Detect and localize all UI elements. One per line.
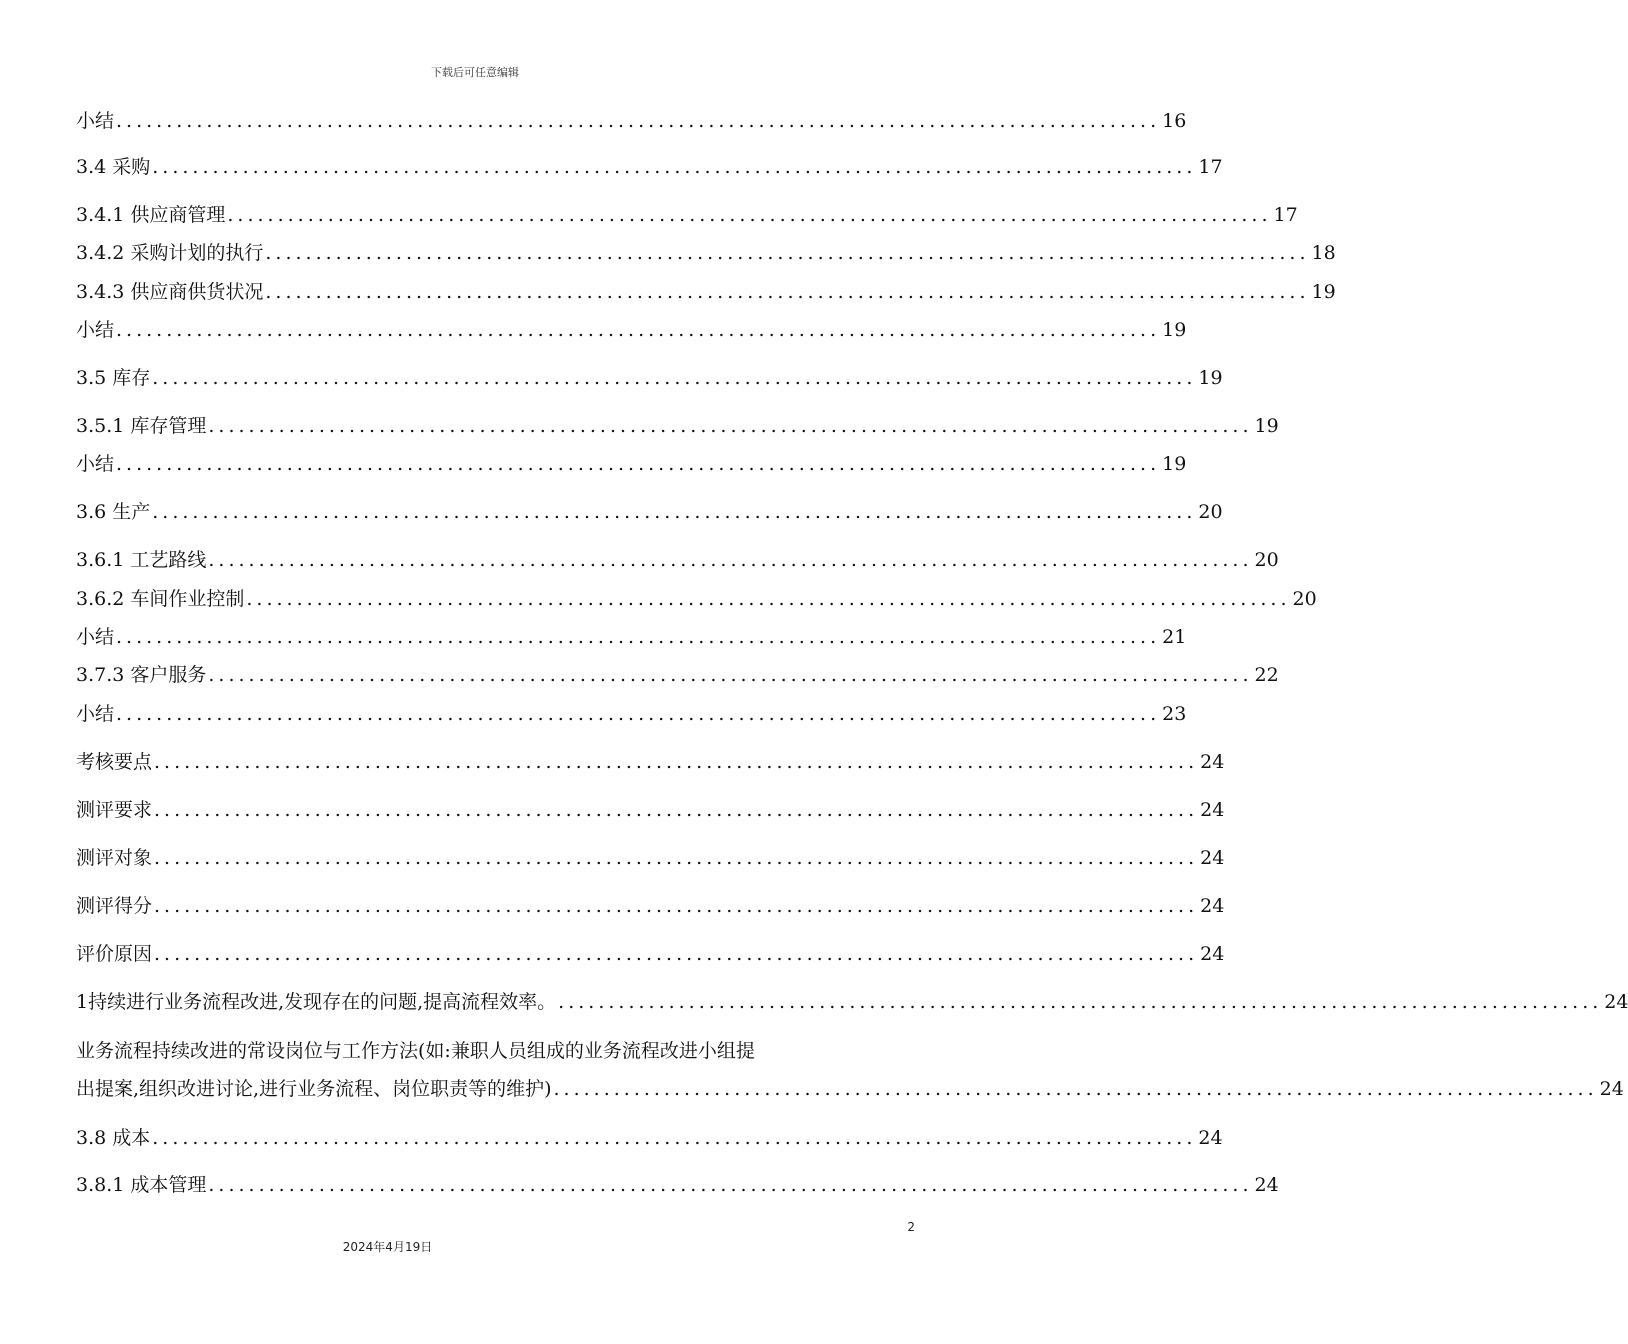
toc-leader: ........................................................................................................ [116, 453, 1161, 475]
toc-title: 3.4.1 供应商管理 [76, 204, 226, 226]
toc-page: 20 [1292, 588, 1317, 610]
toc-leader: ........................................................................................................ [246, 588, 1291, 610]
toc-title: 3.5.1 库存管理 [76, 415, 207, 437]
toc-page: 17 [1273, 204, 1298, 226]
toc-page: 22 [1254, 664, 1279, 686]
toc-page: 19 [1311, 281, 1336, 303]
toc-title: 测评对象 [76, 847, 153, 869]
toc-leader: ........................................................................................................ [154, 847, 1199, 869]
footer-date: 2024年4月19日 [342, 1240, 433, 1254]
toc-title: 小结 [76, 703, 115, 725]
toc-page: 19 [1198, 367, 1223, 389]
toc-page: 19 [1162, 319, 1187, 341]
toc-title: 3.4.3 供应商供货状况 [76, 281, 264, 303]
toc-page: 19 [1162, 453, 1187, 475]
toc-leader: ........................................................................................................ [116, 110, 1161, 132]
toc-title-line1: 业务流程持续改进的常设岗位与工作方法(如:兼职人员组成的业务流程改进小组提 [76, 1040, 755, 1062]
toc-page: 17 [1198, 156, 1223, 178]
toc-entry[interactable] [76, 796, 1225, 824]
toc-page: 20 [1198, 501, 1223, 523]
toc-leader: ........................................................................................................ [116, 319, 1161, 341]
toc-leader: ........................................................................................................ [208, 664, 1253, 686]
toc-leader: ........................................................................................................ [154, 895, 1199, 917]
toc-title: 3.8.1 成本管理 [76, 1174, 207, 1196]
toc-page: 16 [1162, 110, 1187, 132]
toc-page: 24 [1200, 895, 1225, 917]
toc-entry[interactable] [76, 623, 1187, 651]
toc-title: 小结 [76, 319, 115, 341]
page-number: 2 [907, 1220, 915, 1234]
toc-entry[interactable] [76, 700, 1187, 728]
toc-leader: ........................................................................................................ [208, 415, 1253, 437]
toc-entry[interactable] [76, 1124, 1223, 1152]
toc-page: 20 [1254, 549, 1279, 571]
toc-entry[interactable] [76, 153, 1223, 181]
toc-entry[interactable] [76, 316, 1187, 344]
toc-title: 3.5 库存 [76, 367, 151, 389]
toc-entry[interactable] [76, 201, 1298, 229]
toc-leader: ........................................................................................................ [154, 943, 1199, 965]
toc-title: 3.4 采购 [76, 156, 151, 178]
toc-title: 1持续进行业务流程改进,发现存在的问题,提高流程效率。 [76, 991, 557, 1013]
toc-entry[interactable] [76, 107, 1187, 135]
toc-page: 24 [1198, 1127, 1223, 1149]
toc-entry[interactable] [76, 661, 1279, 689]
page-header: 下载后可任意编辑 [431, 66, 519, 79]
toc-page: 24 [1599, 1078, 1624, 1100]
toc-title: 评价原因 [76, 943, 153, 965]
toc-entry[interactable] [76, 546, 1279, 574]
toc-title: 3.6 生产 [76, 501, 151, 523]
toc-title: 小结 [76, 626, 115, 648]
toc-entry[interactable] [76, 748, 1225, 776]
toc-leader: ........................................................................................................ [553, 1078, 1598, 1100]
toc-page: 24 [1200, 751, 1225, 773]
toc-title-line2: 出提案,组织改进讨论,进行业务流程、岗位职责等的维护) [76, 1078, 552, 1100]
toc-page: 21 [1162, 626, 1187, 648]
toc-title: 测评要求 [76, 799, 153, 821]
toc-leader: ........................................................................................................ [154, 751, 1199, 773]
toc-title: 3.7.3 客户服务 [76, 664, 207, 686]
toc-leader: ........................................................................................................ [116, 703, 1161, 725]
toc-leader: ........................................................................................................ [208, 1174, 1253, 1196]
toc-leader: ........................................................................................................ [265, 242, 1310, 264]
toc-leader: ........................................................................................................ [154, 799, 1199, 821]
toc-leader: ........................................................................................................ [265, 281, 1310, 303]
toc-title: 测评得分 [76, 895, 153, 917]
toc-title: 3.6.2 车间作业控制 [76, 588, 245, 610]
toc-entry[interactable] [76, 892, 1225, 920]
toc-page: 24 [1604, 991, 1628, 1013]
toc-leader: ........................................................................................................ [152, 501, 1197, 523]
toc-leader: ........................................................................................................ [152, 1127, 1197, 1149]
toc-entry[interactable] [76, 278, 1336, 306]
toc-title: 3.6.1 工艺路线 [76, 549, 207, 571]
toc-page: 19 [1254, 415, 1279, 437]
toc-entry[interactable] [76, 239, 1336, 267]
toc-entry[interactable] [76, 498, 1223, 526]
toc-page: 24 [1200, 799, 1225, 821]
toc-title: 小结 [76, 110, 115, 132]
toc-entry[interactable] [76, 1171, 1279, 1199]
toc-entry[interactable] [76, 412, 1279, 440]
toc-title: 考核要点 [76, 751, 153, 773]
toc-leader: ........................................................................................................ [116, 626, 1161, 648]
toc-entry[interactable] [76, 585, 1317, 613]
toc-title: 3.8 成本 [76, 1127, 151, 1149]
toc-leader: ........................................................................................................ [152, 156, 1197, 178]
toc-entry-multiline[interactable] [76, 1032, 1624, 1108]
toc-title: 小结 [76, 453, 115, 475]
toc-page: 18 [1311, 242, 1336, 264]
toc-entry[interactable] [76, 364, 1223, 392]
toc-entry[interactable] [76, 844, 1225, 872]
toc-leader: ........................................................................................................ [227, 204, 1272, 226]
toc-entry[interactable] [76, 450, 1187, 478]
toc-leader: ........................................................................................................ [208, 549, 1253, 571]
toc-page: 24 [1200, 847, 1225, 869]
toc-entry[interactable] [76, 940, 1225, 968]
toc-page: 23 [1162, 703, 1187, 725]
toc-entry[interactable] [76, 988, 1628, 1016]
toc-page: 24 [1200, 943, 1225, 965]
toc-title: 3.4.2 采购计划的执行 [76, 242, 264, 264]
toc-leader: ........................................................................................................ [558, 991, 1603, 1013]
toc-leader: ........................................................................................................ [152, 367, 1197, 389]
toc-page: 24 [1254, 1174, 1279, 1196]
